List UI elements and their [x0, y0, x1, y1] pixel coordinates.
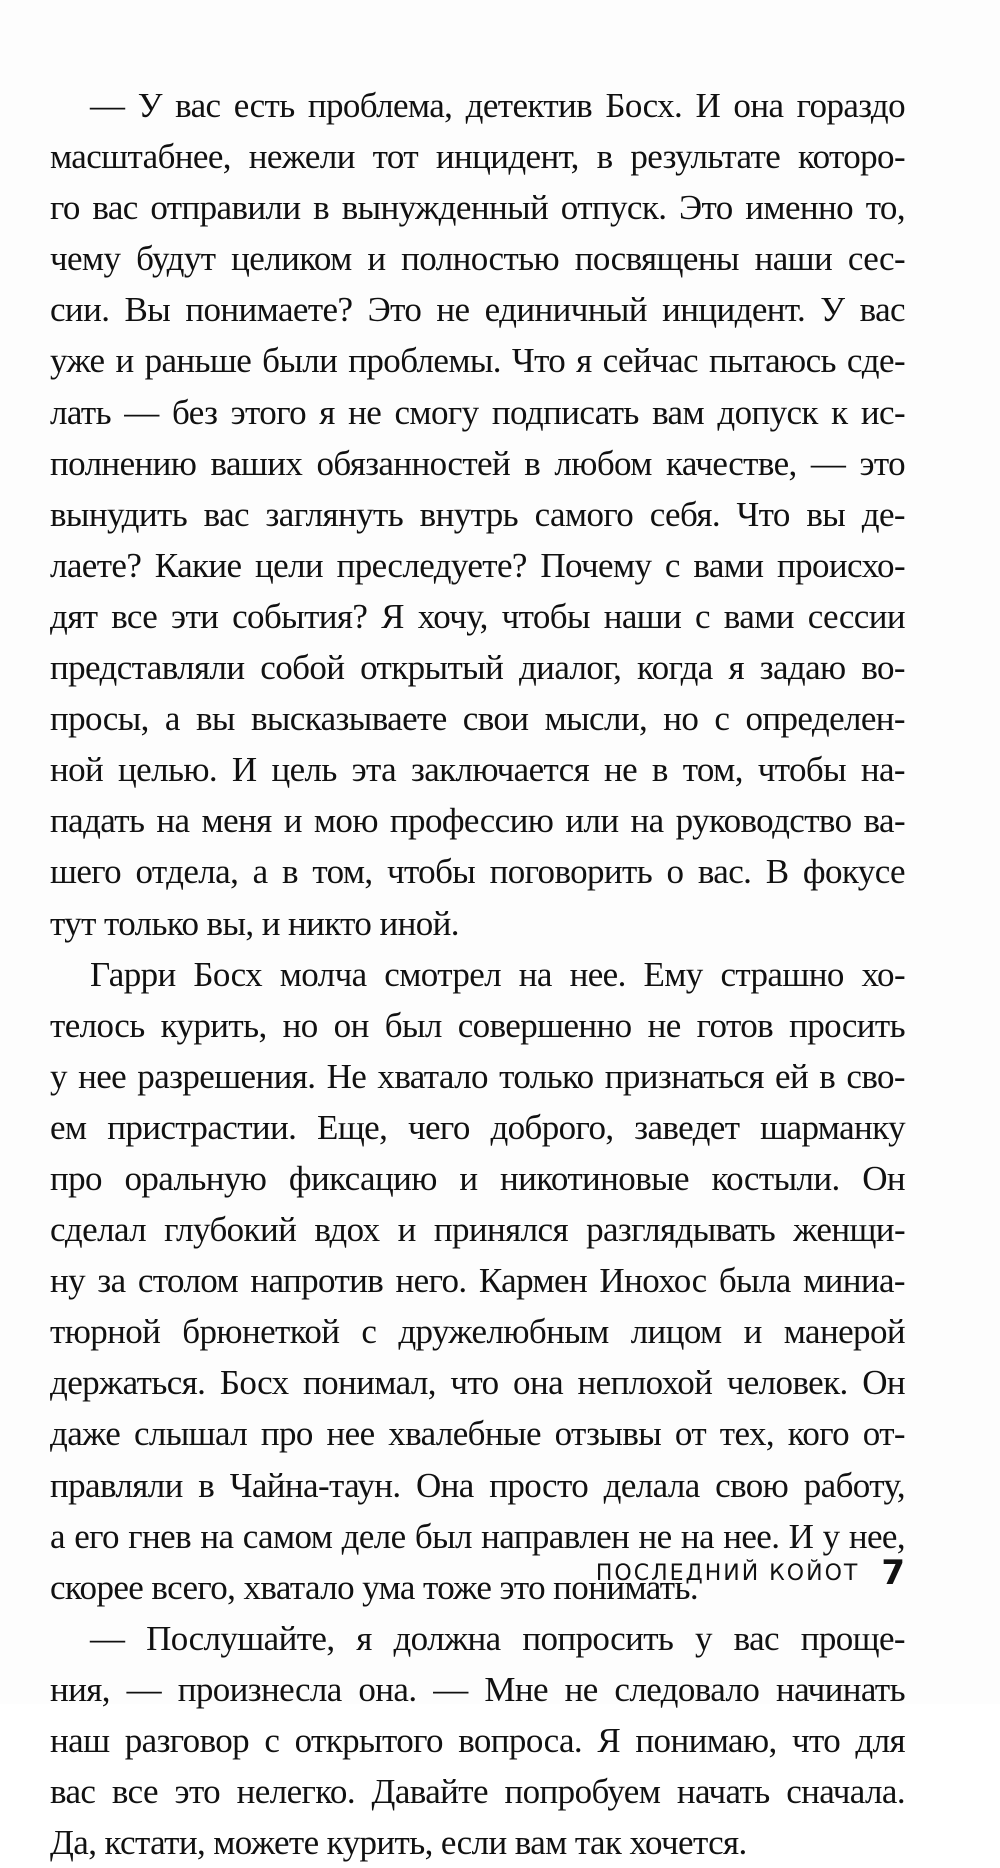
- text-line: лать — без этого я не смогу подписать вам допуск к ис-: [50, 392, 905, 432]
- text-line: ну за столом напротив него. Кармен Инохос была миниа-: [50, 1261, 905, 1301]
- text-line: наш разговор с открытого вопроса. Я понимаю, что для: [50, 1721, 905, 1760]
- text-line: го вас отправили в вынужденный отпуск. Это именно то,: [50, 188, 905, 228]
- text-line: ной целью. И цель эта заключается не в том, чтобы на-: [50, 750, 905, 790]
- text-line: правляли в Чайна-таун. Она просто делала свою работу,: [50, 1465, 905, 1505]
- text-line: а его гнев на самом деле был направлен не на нее. И у нее,: [50, 1516, 905, 1556]
- text-line: Гарри Босх молча смотрел на нее. Ему страшно хо-: [90, 954, 905, 994]
- text-line: уже и раньше были проблемы. Что я сейчас пытаюсь сде-: [50, 341, 905, 381]
- text-line: просы, а вы высказываете свои мысли, но с определен-: [50, 699, 905, 739]
- text-line: сделал глубокий вдох и принялся разглядывать женщи-: [50, 1210, 905, 1250]
- page-footer: [596, 1553, 905, 1593]
- text-line: тут только вы, и никто иной.: [50, 903, 459, 943]
- text-line: ния, — произнесла она. — Мне не следовало начинать: [50, 1669, 905, 1709]
- paragraph-2: [50, 949, 905, 1613]
- text-line: телось курить, но он был совершенно не готов просить: [50, 1005, 905, 1045]
- text-line: падать на меня и мою профессию или на руководство ва-: [50, 801, 905, 841]
- text-line: представляли собой открытый диалог, когда я задаю во-: [50, 648, 905, 688]
- text-line: вас все это нелегко. Давайте попробуем начать сначала.: [50, 1772, 905, 1812]
- paragraph-1: [50, 80, 905, 949]
- text-line: масштабнее, нежели тот инцидент, в результате которо-: [50, 137, 905, 177]
- page-number: 7: [881, 1553, 905, 1593]
- text-line: вынудить вас заглянуть внутрь самого себя. Что вы де-: [50, 494, 905, 534]
- text-line: про оральную фиксацию и никотиновые костыли. Он: [50, 1158, 905, 1198]
- text-line: ем пристрастии. Еще, чего доброго, заведет шарманку: [50, 1107, 905, 1147]
- text-line: у нее разрешения. Не хватало только признаться ей в сво-: [50, 1056, 905, 1096]
- text-line: Да, кстати, можете курить, если вам так хочется.: [50, 1823, 747, 1863]
- text-line: шего отдела, а в том, чтобы поговорить о вас. В фокусе: [50, 852, 905, 892]
- text-line: лаете? Какие цели преследуете? Почему с вами происхо-: [50, 545, 905, 585]
- text-line: чему будут целиком и полностью посвящены наши сес-: [50, 239, 905, 279]
- text-line: дят все эти события? Я хочу, чтобы наши с вами сессии: [50, 596, 905, 636]
- text-line: сии. Вы понимаете? Это не единичный инцидент. У вас: [50, 290, 905, 330]
- text-line: — У вас есть проблема, детектив Босх. И она гораздо: [90, 86, 905, 125]
- text-line: полнению ваших обязанностей в любом качестве, — это: [50, 443, 905, 483]
- running-title: ПОСЛЕДНИЙ КОЙОТ: [595, 1560, 860, 1586]
- text-line: даже слышал про нее хвалебные отзывы от тех, кого от-: [50, 1414, 905, 1454]
- body-text: [50, 80, 905, 1868]
- text-line: тюрной брюнеткой с дружелюбным лицом и манерой: [50, 1312, 905, 1352]
- text-line: держаться. Босх понимал, что она неплохой человек. Он: [50, 1363, 905, 1403]
- text-line: скорее всего, хватало ума тоже это понимать.: [50, 1567, 698, 1607]
- text-line: — Послушайте, я должна попросить у вас проще-: [90, 1618, 905, 1658]
- paragraph-3: [50, 1613, 905, 1868]
